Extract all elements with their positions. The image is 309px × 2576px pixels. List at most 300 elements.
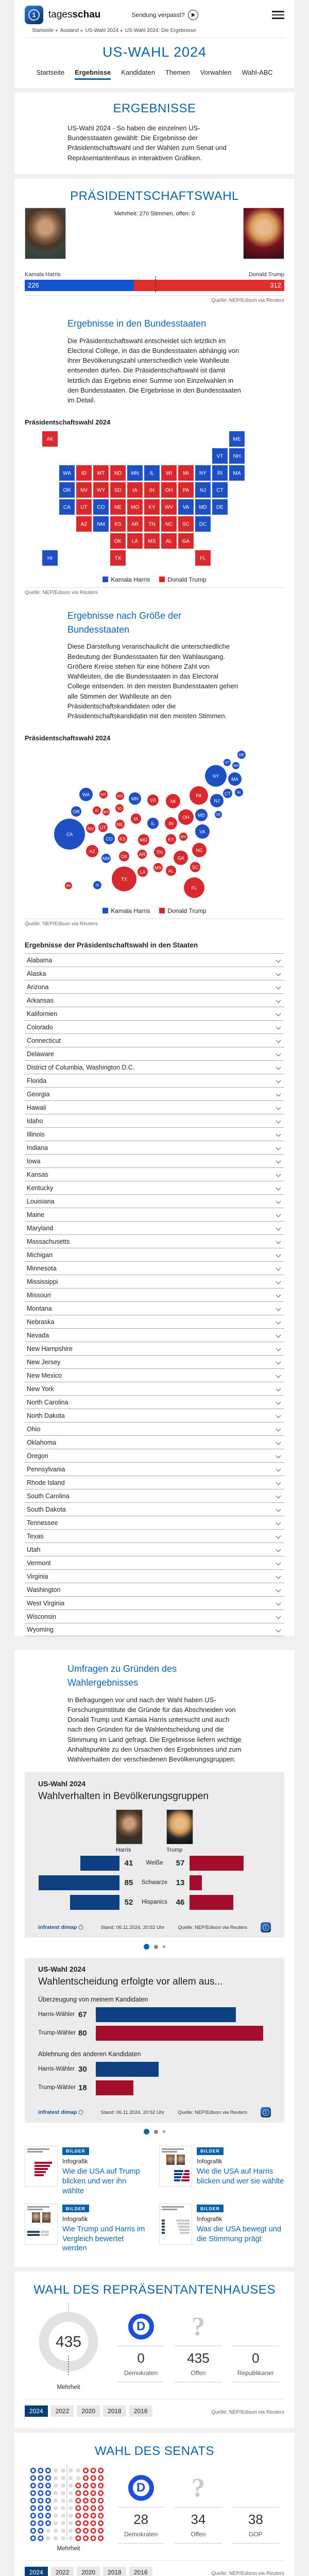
chevron-down-icon [276, 1453, 281, 1459]
brand-wordmark[interactable] [48, 9, 100, 21]
chart1-stand: Stand: 06.11.2024, 20:52 Uhr [100, 1924, 165, 1930]
svg-text:KY: KY [167, 837, 175, 842]
state-bubble-IA[interactable] [131, 814, 141, 824]
state-accordion-row[interactable] [25, 1208, 284, 1221]
bubble-legend [25, 907, 284, 914]
state-tile-AL[interactable] [161, 533, 177, 549]
chevron-down-icon [276, 1319, 281, 1325]
breadcrumb-item[interactable]: US-Wahl 2024: Die Ergebnisse [125, 28, 196, 33]
state-accordion-row[interactable] [25, 1275, 284, 1288]
teaser-item[interactable] [25, 2204, 150, 2254]
state-tile-MI[interactable] [178, 465, 194, 481]
state-accordion-row[interactable] [25, 953, 284, 967]
senate-seat [39, 2484, 43, 2488]
state-name: Indiana [27, 1144, 48, 1151]
state-bubble-CO[interactable] [104, 833, 115, 844]
state-bubble-NE[interactable] [115, 820, 125, 829]
state-accordion-row[interactable] [25, 967, 284, 980]
state-bubble-VT[interactable] [224, 759, 231, 766]
svg-text:ND: ND [114, 470, 122, 477]
state-bubble-MI[interactable] [166, 794, 180, 808]
state-bubble-LA[interactable] [138, 867, 148, 877]
state-accordion-row[interactable] [25, 1382, 284, 1395]
state-tile-AK[interactable] [42, 431, 58, 447]
state-tile-SC[interactable] [178, 516, 194, 532]
year-button-2016[interactable]: 2016 [129, 2567, 152, 2576]
state-accordion-row[interactable] [25, 1609, 284, 1623]
year-button-2018[interactable]: 2018 [103, 2405, 126, 2417]
state-bubble-AZ[interactable] [86, 845, 98, 857]
party-label: Offen [175, 2366, 221, 2382]
state-tile-ND[interactable] [110, 465, 126, 481]
senate-seat [83, 2499, 88, 2503]
state-bubble-FL[interactable] [184, 877, 204, 898]
state-tile-AZ[interactable] [76, 516, 92, 532]
state-tile-NV[interactable] [76, 482, 92, 498]
bubble-map[interactable] [25, 745, 284, 914]
svg-text:NV: NV [87, 826, 94, 832]
voter-value: 18 [78, 2083, 87, 2092]
state-bubble-VA[interactable] [195, 824, 210, 839]
carousel-dots[interactable] [14, 2129, 295, 2134]
state-accordion-row[interactable] [25, 1328, 284, 1342]
senate-seat [31, 2536, 35, 2540]
trump-value: 13 [176, 1878, 185, 1887]
state-bubble-OK[interactable] [119, 851, 129, 861]
state-bubble-NJ[interactable] [210, 794, 224, 807]
harris-bar [96, 2062, 159, 2077]
state-bubble-MN[interactable] [129, 792, 141, 805]
senate-seat [76, 2529, 80, 2533]
year-button-2022[interactable]: 2022 [51, 2567, 74, 2576]
year-button-2022[interactable]: 2022 [51, 2405, 74, 2417]
state-bubble-IL[interactable] [147, 818, 159, 829]
state-bubble-ND[interactable] [116, 792, 124, 800]
state-tile-OR[interactable] [59, 482, 75, 498]
state-accordion-row[interactable] [25, 1583, 284, 1596]
senate-seat [83, 2514, 88, 2518]
state-tile-IN[interactable] [144, 482, 160, 498]
state-tile-WV[interactable] [161, 499, 177, 515]
state-accordion-row[interactable] [25, 1234, 284, 1248]
carousel-dots[interactable] [14, 1944, 295, 1950]
surveys-card [14, 1650, 295, 2267]
svg-text:KS: KS [119, 836, 126, 842]
state-accordion-row[interactable] [25, 1141, 284, 1154]
state-tile-ID[interactable] [76, 465, 92, 481]
year-button-2020[interactable]: 2020 [77, 2567, 100, 2576]
state-name: Wyoming [27, 1626, 54, 1634]
result-column-offen [169, 2473, 227, 2544]
state-bubble-MA[interactable] [228, 772, 242, 786]
state-tile-OH[interactable] [161, 482, 177, 498]
year-button-2024[interactable]: 2024 [25, 2567, 48, 2576]
state-bubble-WY[interactable] [102, 808, 110, 816]
senate-seat [68, 2491, 73, 2495]
chevron-down-icon [276, 1266, 281, 1271]
state-accordion-row[interactable] [25, 1529, 284, 1543]
state-accordion-row[interactable] [25, 1301, 284, 1315]
state-name: Maine [27, 1211, 45, 1218]
state-bubble-MD[interactable] [195, 809, 208, 821]
state-tile-OK[interactable] [110, 533, 126, 549]
demographics-row [38, 1853, 271, 1873]
state-accordion-row[interactable] [25, 1449, 284, 1462]
president-title: PRÄSIDENTSCHAFTSWAHL [70, 189, 239, 203]
state-tile-VT[interactable] [212, 448, 228, 464]
tab-ergebnisse[interactable]: Ergebnisse [75, 69, 111, 80]
svg-text:AR: AR [139, 852, 146, 857]
seat-count: 435 [175, 2346, 221, 2366]
surveys-heading: Umfragen zu Gründen des Wahlergebnisses [67, 1664, 177, 1688]
tab-wahlabc[interactable]: Wahl-ABC [242, 69, 273, 76]
state-accordion-row[interactable] [25, 980, 284, 993]
senate-seat [91, 2499, 95, 2503]
state-bubble-HI[interactable] [93, 881, 101, 889]
state-tile-CA[interactable] [59, 499, 75, 515]
year-button-2016[interactable]: 2016 [129, 2405, 152, 2417]
state-bubble-DE[interactable] [215, 811, 222, 818]
page-title: US-WAHL 2024 [102, 44, 207, 60]
senate-seat [39, 2514, 43, 2518]
chevron-down-icon [276, 1413, 281, 1418]
result-column-offen [169, 2312, 227, 2382]
legend-item: Donald Trump [159, 576, 206, 583]
state-tile-LA[interactable] [127, 533, 143, 549]
state-bubble-CA[interactable] [54, 819, 85, 850]
chevron-down-icon [276, 971, 281, 976]
state-bubble-TX[interactable] [112, 867, 136, 891]
teaser-item[interactable] [25, 2146, 150, 2196]
state-name: New York [27, 1385, 54, 1393]
state-tile-PA[interactable] [178, 482, 194, 498]
state-bubble-NC[interactable] [192, 843, 207, 857]
state-tile-DE[interactable] [212, 499, 228, 515]
senate-seat [68, 2514, 73, 2518]
question-icon: ? [191, 2312, 205, 2342]
state-accordion-row[interactable] [25, 1221, 284, 1234]
senate-seat [46, 2514, 50, 2518]
senate-seat [68, 2536, 73, 2540]
decision-row [38, 2005, 271, 2024]
year-button-2024[interactable]: 2024 [25, 2405, 48, 2417]
state-bubble-NY[interactable] [205, 765, 227, 787]
state-accordion-row[interactable] [25, 1368, 284, 1382]
state-tile-HI[interactable] [42, 550, 58, 566]
state-bubble-ID[interactable] [93, 806, 101, 815]
state-tile-VA[interactable] [178, 499, 194, 515]
chevron-down-icon [276, 1306, 281, 1311]
svg-text:AZ: AZ [80, 521, 88, 528]
senate-seat [99, 2491, 103, 2495]
senate-seat [76, 2521, 80, 2526]
chevron-down-icon [276, 1011, 281, 1016]
senate-seat [99, 2514, 103, 2518]
state-accordion-row[interactable] [25, 1342, 284, 1355]
teaser-title[interactable]: Wie die USA auf Trump blicken und wer ihn wählte [62, 2167, 140, 2195]
state-accordion-row[interactable] [25, 1288, 284, 1301]
state-tile-NH[interactable] [229, 448, 245, 464]
state-tile-IL[interactable] [144, 465, 160, 481]
chevron-down-icon [276, 1078, 281, 1083]
dot[interactable] [163, 1945, 165, 1948]
svg-text:UT: UT [80, 504, 88, 511]
state-accordion-row[interactable] [25, 1033, 284, 1047]
state-accordion-row[interactable] [25, 1181, 284, 1194]
state-tile-KY[interactable] [144, 499, 160, 515]
senate-seat [83, 2506, 88, 2510]
state-bubble-OH[interactable] [178, 809, 194, 825]
state-tile-NY[interactable] [195, 465, 211, 481]
state-bubble-UT[interactable] [98, 823, 108, 832]
state-bubble-WA[interactable] [79, 788, 93, 801]
voter-label: Harris-Wähler [38, 2011, 75, 2018]
senate-seat [61, 2491, 65, 2495]
year-button-2018[interactable]: 2018 [103, 2567, 126, 2576]
state-bubble-OR[interactable] [71, 806, 81, 817]
svg-text:KS: KS [114, 521, 122, 528]
state-accordion-row[interactable] [25, 1074, 284, 1087]
state-tile-WI[interactable] [161, 465, 177, 481]
state-bubble-WI[interactable] [147, 794, 159, 806]
state-tile-GA[interactable] [178, 533, 194, 549]
voter-label: Harris-Wähler [38, 2066, 75, 2073]
teaser-title[interactable]: Was die USA bewegt und die Stimmung prägt [197, 2225, 281, 2243]
state-accordion-row[interactable] [25, 1087, 284, 1100]
state-bubble-CT[interactable] [223, 789, 232, 798]
svg-text:ME: ME [233, 436, 241, 443]
state-name: Washington [27, 1586, 61, 1594]
senate-seat [54, 2536, 58, 2540]
tab-startseite[interactable]: Startseite [36, 69, 65, 76]
state-name: Idaho [27, 1117, 43, 1125]
state-accordion-row[interactable] [25, 1422, 284, 1435]
state-accordion-row[interactable] [25, 1462, 284, 1476]
state-accordion-row[interactable] [25, 1315, 284, 1328]
tab-themen[interactable]: Themen [165, 69, 190, 76]
state-tile-MT[interactable] [93, 465, 109, 481]
state-accordion-row[interactable] [25, 1502, 284, 1516]
dot-active[interactable] [144, 1944, 149, 1950]
senate-seat [61, 2484, 65, 2488]
state-accordion-row[interactable] [25, 1167, 284, 1181]
senate-seat [91, 2506, 95, 2510]
svg-text:TN: TN [148, 521, 156, 528]
state-accordion-row[interactable] [25, 1100, 284, 1114]
state-accordion-row[interactable] [25, 1395, 284, 1409]
state-bubble-MT[interactable] [99, 790, 108, 799]
state-bubble-GA[interactable] [174, 851, 188, 865]
state-bubble-SC[interactable] [190, 862, 200, 872]
svg-text:MD: MD [199, 504, 207, 511]
state-tile-TX[interactable] [110, 550, 126, 566]
breadcrumb-item[interactable]: Ausland [60, 28, 79, 33]
state-name: North Dakota [27, 1412, 65, 1419]
state-accordion-row[interactable] [25, 1114, 284, 1127]
svg-text:MA: MA [233, 470, 241, 477]
state-name: Utah [27, 1546, 41, 1553]
state-bubble-WV[interactable] [179, 833, 187, 841]
state-map[interactable] [25, 429, 284, 583]
tab-vorwahlen[interactable]: Vorwahlen [200, 69, 232, 76]
state-tile-NM[interactable] [93, 516, 109, 532]
chevron-down-icon [276, 1132, 281, 1137]
state-accordion-row[interactable] [25, 1569, 284, 1583]
state-accordion-row[interactable] [25, 1623, 284, 1636]
state-accordion-row[interactable] [25, 1154, 284, 1167]
state-tile-UT[interactable] [76, 499, 92, 515]
house-donut[interactable] [25, 2302, 112, 2391]
state-bubble-SD[interactable] [115, 804, 124, 812]
senate-seat [99, 2484, 103, 2488]
state-accordion-row[interactable] [25, 993, 284, 1007]
state-accordion-row[interactable] [25, 1355, 284, 1368]
svg-text:NY: NY [199, 470, 207, 477]
state-accordion-row[interactable] [25, 1248, 284, 1261]
teaser-title[interactable]: Wie die USA auf Harris blicken und wer sie wählte [197, 2167, 284, 2186]
state-accordion-row[interactable] [25, 1194, 284, 1208]
state-accordion-row[interactable] [25, 1556, 284, 1569]
dot[interactable] [154, 2130, 158, 2134]
state-bubble-KY[interactable] [166, 834, 176, 844]
state-accordion-row[interactable] [25, 1409, 284, 1422]
state-accordion-row[interactable] [25, 1007, 284, 1020]
svg-text:AR: AR [131, 521, 139, 528]
state-tile-SD[interactable] [110, 482, 126, 498]
state-accordion-row[interactable] [25, 1435, 284, 1449]
state-tile-AR[interactable] [127, 516, 143, 532]
state-tile-WA[interactable] [59, 465, 75, 481]
state-accordion-row[interactable] [25, 1127, 284, 1141]
state-tile-MA[interactable] [229, 465, 245, 481]
chevron-down-icon [276, 1038, 281, 1043]
democrats-logo-icon: D [128, 2314, 154, 2340]
state-bubble-AR[interactable] [138, 850, 147, 859]
chevron-down-icon [276, 985, 281, 990]
state-accordion-row[interactable] [25, 1020, 284, 1033]
svg-text:GA: GA [177, 855, 184, 861]
state-bubble-TN[interactable] [154, 846, 165, 858]
state-accordion-row[interactable] [25, 1543, 284, 1556]
trump-bar [96, 2080, 133, 2095]
state-accordion-row[interactable] [25, 1060, 284, 1074]
teaser-item[interactable] [159, 2204, 284, 2254]
senate-title: WAHL DES SENATS [95, 2444, 214, 2459]
state-bubble-RI[interactable] [235, 788, 243, 796]
state-tile-NC[interactable] [161, 516, 177, 532]
state-accordion-row[interactable] [25, 1476, 284, 1489]
tab-kandidaten[interactable]: Kandidaten [121, 69, 156, 76]
state-tile-MD[interactable] [195, 499, 211, 515]
state-accordion-row[interactable] [25, 1596, 284, 1609]
house-majority-label: Mehrheit [57, 2384, 80, 2391]
play-icon[interactable] [188, 10, 198, 20]
state-accordion-row[interactable] [25, 1261, 284, 1275]
state-bubble-IN[interactable] [165, 817, 177, 829]
state-tile-MS[interactable] [144, 533, 160, 549]
state-tile-KS[interactable] [110, 516, 126, 532]
state-bubble-NH[interactable] [232, 762, 239, 769]
state-accordion-row[interactable] [25, 1047, 284, 1060]
state-tile-MN[interactable] [127, 465, 143, 481]
state-bubble-PA[interactable] [190, 786, 208, 805]
state-accordion-row[interactable] [25, 1489, 284, 1502]
state-tile-RI[interactable] [212, 465, 228, 481]
svg-text:IA: IA [132, 487, 138, 494]
senate-seat [46, 2499, 50, 2503]
state-bubble-AL[interactable] [166, 866, 176, 876]
year-button-2020[interactable]: 2020 [77, 2405, 100, 2417]
dot[interactable] [154, 1945, 158, 1949]
breadcrumb-item[interactable]: US-Wahl 2024 [85, 28, 119, 33]
breadcrumb-item[interactable]: Startseite [32, 28, 54, 33]
state-name: Colorado [27, 1023, 53, 1031]
svg-text:FL: FL [200, 555, 206, 562]
svg-text:DC: DC [199, 521, 207, 528]
chevron-down-icon [276, 1494, 281, 1499]
senate-seat [31, 2529, 35, 2533]
dot[interactable] [163, 2130, 165, 2133]
state-tile-TN[interactable] [144, 516, 160, 532]
state-bubble-KS[interactable] [118, 834, 127, 843]
chart2-stand: Stand: 06.11.2024, 20:52 Uhr [100, 2109, 165, 2115]
state-tile-NJ[interactable] [195, 482, 211, 498]
state-tile-NE[interactable] [110, 499, 126, 515]
state-tile-CT[interactable] [212, 482, 228, 498]
state-bubble-NV[interactable] [86, 824, 95, 833]
chevron-down-icon [276, 1279, 281, 1284]
senate-seat [61, 2529, 65, 2533]
svg-text:GA: GA [182, 538, 190, 545]
state-tile-DC[interactable] [195, 516, 211, 532]
state-tile-IA[interactable] [127, 482, 143, 498]
state-bubble-AK[interactable] [65, 882, 72, 889]
demographics-rows [38, 1853, 271, 1912]
teaser-item[interactable] [159, 2146, 284, 2196]
state-bubble-ME[interactable] [237, 751, 246, 759]
state-bubble-MS[interactable] [153, 863, 163, 872]
svg-text:WA: WA [82, 792, 90, 798]
tagesschau-logo[interactable] [25, 6, 43, 24]
svg-text:CA: CA [66, 832, 73, 837]
state-tile-CO[interactable] [93, 499, 109, 515]
menu-icon[interactable] [272, 11, 284, 19]
chevron-down-icon [276, 1226, 281, 1231]
missed-broadcast-link[interactable] [131, 10, 198, 20]
electoral-bar[interactable] [25, 280, 284, 291]
dot-active[interactable] [144, 2129, 149, 2134]
harris-bar [80, 1856, 119, 1871]
state-accordion-row[interactable] [25, 1516, 284, 1529]
senate-seat-matrix[interactable] [25, 2464, 112, 2552]
harris-bar-segment [25, 280, 134, 291]
state-bubble-MO[interactable] [138, 834, 149, 845]
legend-swatch [102, 908, 108, 913]
trump-bar [190, 1875, 202, 1890]
state-tile-FL[interactable] [195, 550, 211, 566]
senate-seat [83, 2476, 88, 2480]
svg-text:MA: MA [231, 776, 238, 782]
chart1-source: Quelle: NEP/Edison via Reuters [178, 1924, 247, 1930]
state-bubble-NM[interactable] [101, 854, 111, 863]
state-tile-ME[interactable] [229, 431, 245, 447]
state-tile-MO[interactable] [127, 499, 143, 515]
svg-text:MO: MO [130, 504, 140, 511]
teaser-title[interactable]: Wie Trump und Harris im Vergleich bewertet werden [62, 2225, 145, 2253]
state-tile-WY[interactable] [93, 482, 109, 498]
svg-text:DE: DE [216, 813, 221, 817]
senate-seat [61, 2499, 65, 2503]
